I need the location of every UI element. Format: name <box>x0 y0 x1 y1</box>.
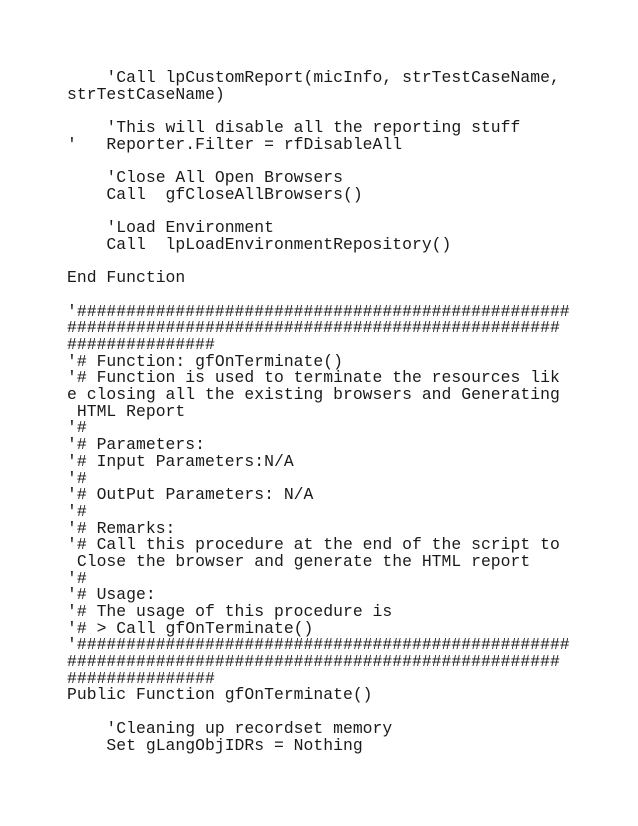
code-line: Close the browser and generate the HTML report <box>67 551 531 571</box>
code-line: '# Function: gfOnTerminate() <box>67 351 343 371</box>
code-line: '# Function is used to terminate the resources lik <box>67 368 560 388</box>
code-line: '################################################## <box>67 635 570 655</box>
code-line: Call gfCloseAllBrowsers() <box>67 184 363 204</box>
code-line: '# <box>67 568 87 588</box>
code-line: 'Call lpCustomReport(micInfo, strTestCaseName, <box>67 68 560 87</box>
code-line: End Function <box>67 268 186 288</box>
code-line: 'Cleaning up recordset memory <box>67 718 393 738</box>
code-line: 'Load Environment <box>67 218 274 238</box>
code-line: ################################################## <box>67 318 560 338</box>
code-line: '# Input Parameters:N/A <box>67 451 294 471</box>
code-line: '# OutPut Parameters: N/A <box>67 485 314 505</box>
code-line: '# Parameters: <box>67 435 205 455</box>
code-line: ################################################## <box>67 652 560 672</box>
code-line: '# > Call gfOnTerminate() <box>67 618 314 638</box>
code-line: '# <box>67 468 87 488</box>
code-line: '# Usage: <box>67 585 156 605</box>
code-line: Set gLangObjIDRs = Nothing <box>67 735 363 755</box>
code-line: strTestCaseName) <box>67 84 225 104</box>
code-line: '# The usage of this procedure is <box>67 602 393 621</box>
code-line: '# Call this procedure at the end of the script to <box>67 535 560 555</box>
code-line: Call lpLoadEnvironmentRepository() <box>67 234 452 254</box>
code-line: 'Close All Open Browsers <box>67 168 343 188</box>
code-line: '################################################## <box>67 301 570 321</box>
code-line: Public Function gfOnTerminate() <box>67 685 373 705</box>
code-line: ############### <box>67 668 215 688</box>
code-line: 'This will disable all the reporting stuff <box>67 118 521 138</box>
code-line: HTML Report <box>67 401 186 421</box>
code-line: ' Reporter.Filter = rfDisableAll <box>67 134 403 154</box>
code-line: ############### <box>67 335 215 354</box>
code-block <box>67 70 587 754</box>
code-line: '# <box>67 501 87 521</box>
code-line: e closing all the existing browsers and Generating <box>67 385 560 405</box>
code-line: '# <box>67 418 87 438</box>
code-line: '# Remarks: <box>67 518 176 538</box>
